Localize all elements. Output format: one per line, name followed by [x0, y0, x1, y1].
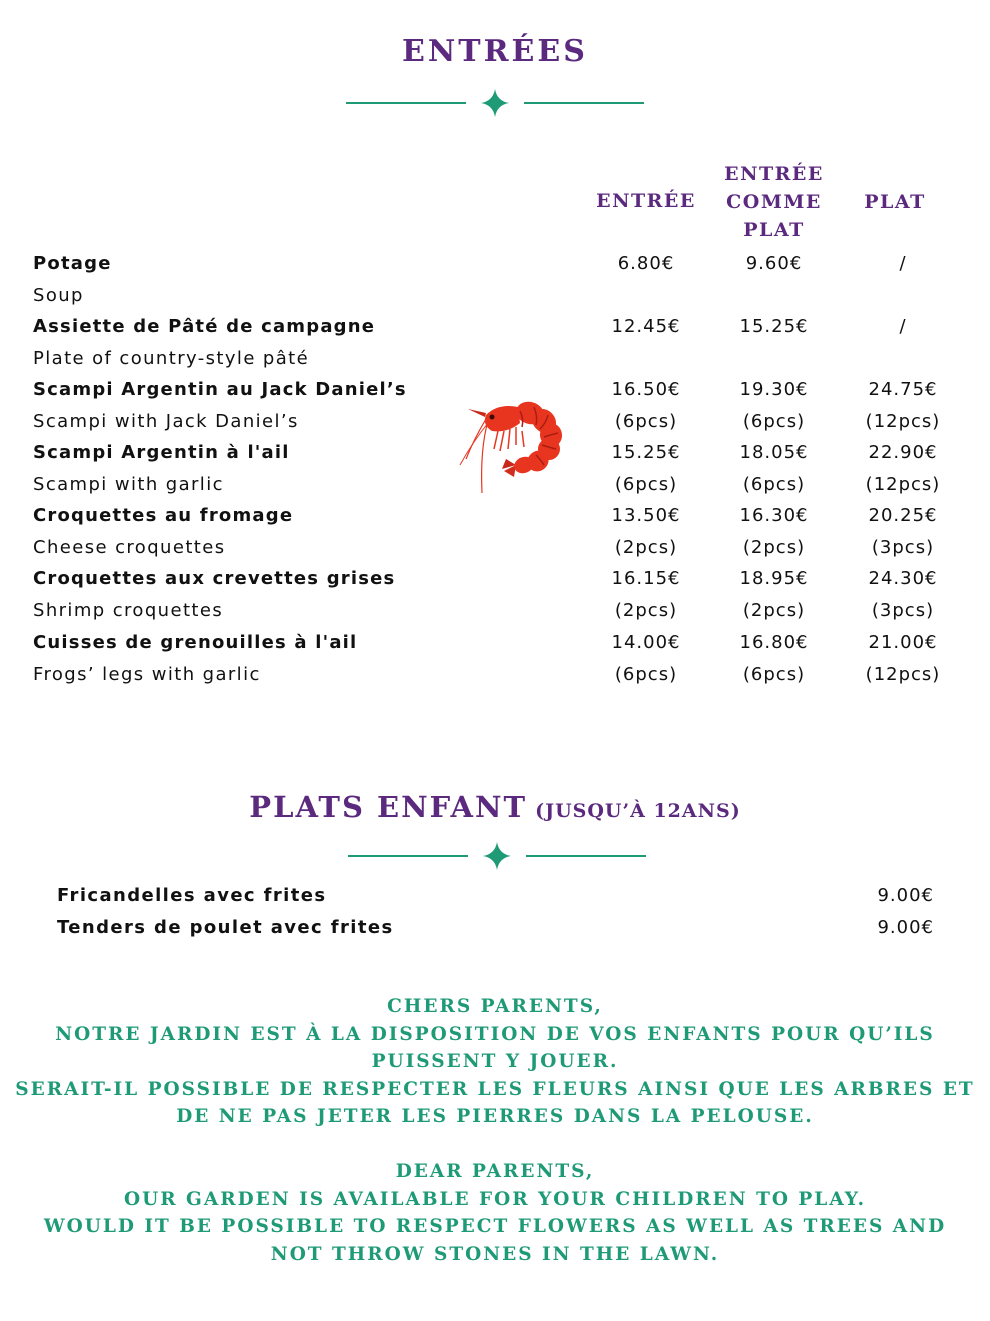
sparkle-divider-icon [0, 841, 990, 871]
entrees-title: ENTRÉES [402, 34, 588, 69]
menu-item-fr-line [0, 311, 990, 343]
notice-line: NOT THROW STONES IN THE LAWN. [270, 1243, 720, 1265]
qty-comme-plat: (6pcs) [742, 664, 806, 685]
kids-menu-item [0, 912, 990, 944]
notice-line: PUISSENT Y JOUER. [371, 1051, 619, 1072]
menu-item-fr-line [0, 500, 990, 532]
price-entree: 12.45€ [611, 316, 681, 337]
menu-item-en-line [0, 532, 990, 564]
price-plat: / [899, 316, 907, 337]
dish-name-fr: Assiette de Pâté de campagne [33, 316, 376, 337]
qty-comme-plat: (6pcs) [742, 411, 806, 432]
kids-dish-name: Tenders de poulet avec frites [57, 917, 394, 938]
notice-line: WOULD IT BE POSSIBLE TO RESPECT FLOWERS AS WELL AS TREES AND [43, 1216, 947, 1237]
column-header-line: PLAT [743, 219, 805, 241]
kids-dish-price: 9.00€ [877, 885, 934, 906]
qty-entree: (6pcs) [614, 664, 678, 685]
dish-name-fr: Croquettes au fromage [33, 505, 294, 526]
dish-name-fr: Scampi Argentin au Jack Daniel’s [33, 379, 407, 400]
dish-name-en: Soup [33, 285, 84, 306]
column-header-entree: ENTRÉE [596, 190, 696, 212]
parents-notice-en [0, 1158, 990, 1268]
qty-comme-plat: (6pcs) [742, 474, 806, 495]
qty-entree: (2pcs) [614, 537, 678, 558]
column-header-line: ENTRÉE [724, 163, 824, 185]
notice-line: SERAIT-IL POSSIBLE DE RESPECTER LES FLEURS AINSI QUE LES ARBRES ET [15, 1078, 975, 1100]
price-plat: 24.30€ [868, 568, 938, 589]
price-entree: 15.25€ [611, 442, 681, 463]
qty-plat: (12pcs) [865, 664, 941, 685]
qty-plat: (12pcs) [865, 411, 941, 432]
price-comme-plat: 9.60€ [745, 253, 803, 274]
kids-title-subtitle: (JUSQU’À 12ANS) [535, 800, 741, 822]
dish-name-en: Shrimp croquettes [33, 600, 224, 621]
dish-name-en: Scampi with Jack Daniel’s [33, 411, 299, 432]
price-plat: 21.00€ [868, 632, 938, 653]
notice-line: OUR GARDEN IS AVAILABLE FOR YOUR CHILDREN TO PLAY. [123, 1188, 867, 1210]
notice-line: CHERS PARENTS, [387, 996, 603, 1017]
kids-dish-price: 9.00€ [877, 917, 934, 938]
notice-line: NOTRE JARDIN EST À LA DISPOSITION DE VOS ENFANTS POUR QU’ILS [55, 1023, 935, 1045]
price-comme-plat: 16.80€ [739, 632, 809, 653]
dish-name-fr: Scampi Argentin à l'ail [33, 442, 290, 463]
dish-name-fr: Cuisses de grenouilles à l'ail [33, 632, 358, 653]
column-header-entree-comme-plat [710, 160, 838, 244]
qty-comme-plat: (2pcs) [742, 537, 806, 558]
price-entree: 16.15€ [611, 568, 681, 589]
qty-plat: (3pcs) [871, 537, 935, 558]
price-entree: 16.50€ [611, 379, 681, 400]
dish-name-fr: Potage [33, 253, 112, 274]
menu-item-fr-line [0, 248, 990, 280]
qty-entree: (6pcs) [614, 474, 678, 495]
notice-line: DEAR PARENTS, [395, 1161, 595, 1182]
dish-name-en: Frogs’ legs with garlic [33, 664, 261, 685]
menu-item-fr-line [0, 563, 990, 595]
dish-name-en: Plate of country-style pâté [33, 348, 310, 369]
price-plat: 24.75€ [868, 379, 938, 400]
price-plat: 20.25€ [868, 505, 938, 526]
price-entree: 13.50€ [611, 505, 681, 526]
column-header-plat: PLAT [864, 191, 926, 213]
qty-entree: (6pcs) [614, 411, 678, 432]
menu-item-en-line [0, 595, 990, 627]
price-plat: / [899, 253, 907, 274]
dish-name-en: Cheese croquettes [33, 537, 226, 558]
price-comme-plat: 15.25€ [739, 316, 809, 337]
menu-item-en-line [0, 280, 990, 312]
price-plat: 22.90€ [868, 442, 938, 463]
price-entree: 14.00€ [611, 632, 681, 653]
kids-title-main: PLATS ENFANT [249, 790, 528, 824]
menu-item-en-line [0, 343, 990, 375]
qty-plat: (12pcs) [865, 474, 941, 495]
menu-item-en-line [0, 659, 990, 691]
sparkle-divider-icon [0, 88, 990, 118]
column-header-line: COMME [726, 191, 822, 213]
price-comme-plat: 18.05€ [739, 442, 809, 463]
qty-plat: (3pcs) [871, 600, 935, 621]
menu-item-fr-line [0, 627, 990, 659]
parents-notice-fr [0, 993, 990, 1131]
kids-dish-name: Fricandelles avec frites [57, 885, 327, 906]
price-comme-plat: 16.30€ [739, 505, 809, 526]
kids-menu-item [0, 880, 990, 912]
price-comme-plat: 18.95€ [739, 568, 809, 589]
price-entree: 6.80€ [617, 253, 675, 274]
qty-entree: (2pcs) [614, 600, 678, 621]
shrimp-icon [458, 393, 570, 499]
dish-name-fr: Croquettes aux crevettes grises [33, 568, 396, 589]
price-comme-plat: 19.30€ [739, 379, 809, 400]
dish-name-en: Scampi with garlic [33, 474, 224, 495]
kids-title [0, 790, 990, 824]
notice-line: DE NE PAS JETER LES PIERRES DANS LA PELOUSE. [176, 1106, 814, 1127]
qty-comme-plat: (2pcs) [742, 600, 806, 621]
